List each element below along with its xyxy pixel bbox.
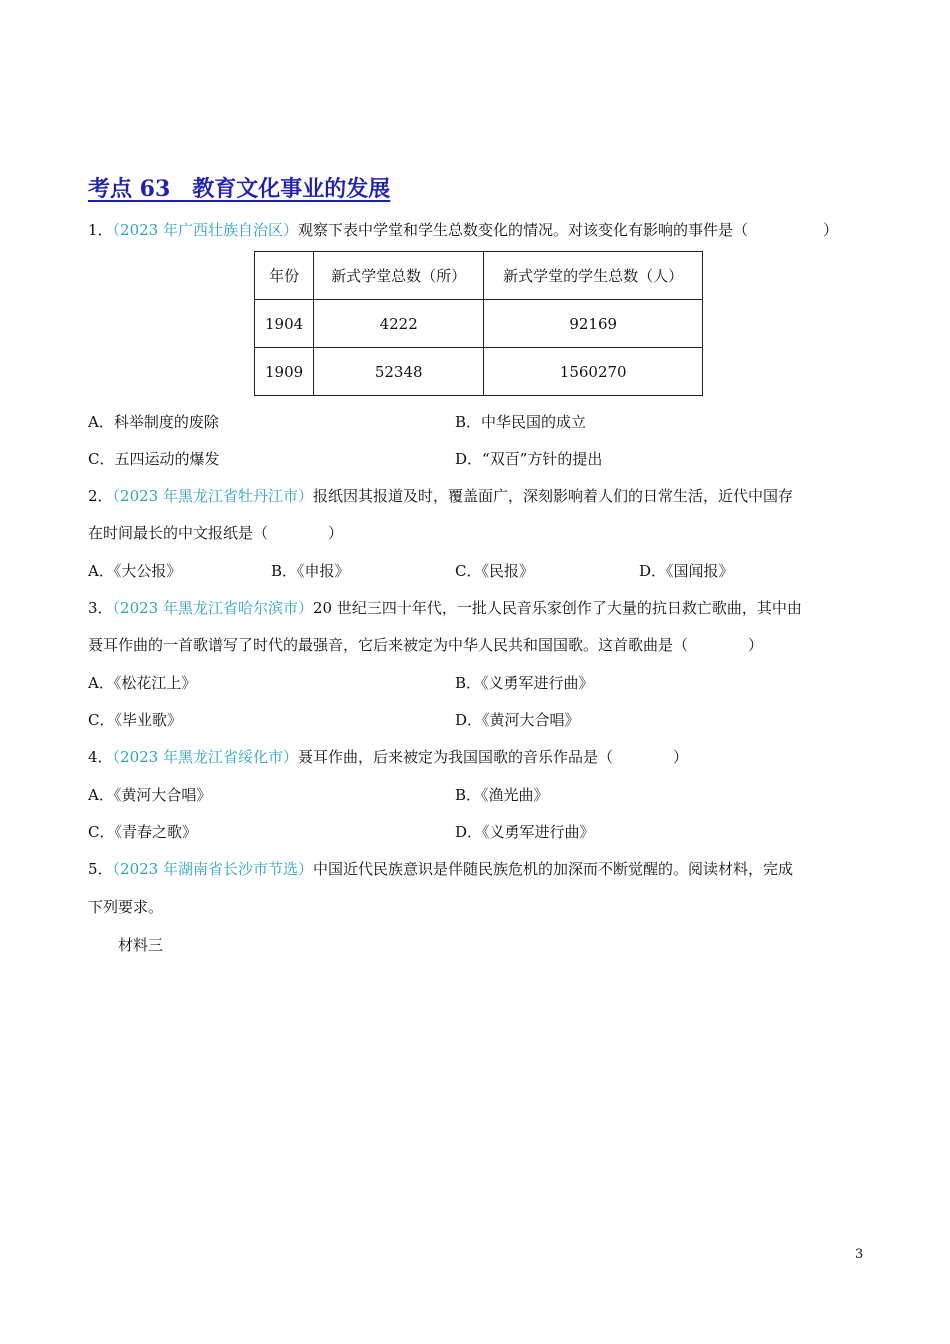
question-source: （2023 年黑龙江省绥化市） (112, 748, 298, 766)
question-5-stem (88, 858, 793, 880)
question-5-stem-cont: 下列要求。 (88, 898, 164, 916)
table-cell: 1904 (255, 300, 314, 348)
option-a: A．《松花江上》 (88, 674, 197, 692)
table-cell: 52348 (314, 348, 484, 396)
option-c: C．《毕业歌》 (88, 711, 182, 729)
table-row (255, 300, 703, 348)
question-text: 中国近代民族意识是伴随民族危机的加深而不断觉醒的。阅读材料，完成 (313, 860, 794, 878)
option-a: A．科举制度的废除 (88, 413, 219, 431)
table-header-cell: 新式学堂总数（所） (314, 252, 484, 300)
question-3-stem-cont: 聂耳作曲的一首歌谱写了时代的最强音，它后来被定为中华人民共和国国歌。这首歌曲是（ ） (88, 636, 764, 654)
question-text: 聂耳作曲，后来被定为我国国歌的音乐作品是（ ） (298, 748, 689, 766)
option-c: C．《青春之歌》 (88, 823, 197, 841)
option-b: B．《申报》 (271, 562, 350, 580)
question-4-stem (88, 746, 688, 768)
school-statistics-table (254, 251, 703, 396)
table-header-cell: 新式学堂的学生总数（人） (484, 252, 703, 300)
page-number: 3 (855, 1247, 864, 1262)
table-row (255, 348, 703, 396)
question-number: 3． (88, 599, 113, 617)
table-header-cell: 年份 (255, 252, 314, 300)
option-b: B．《义勇军进行曲》 (455, 674, 594, 692)
option-c: C．《民报》 (455, 562, 534, 580)
question-2-stem-cont: 在时间最长的中文报纸是（ ） (88, 524, 344, 542)
option-a: A．《黄河大合唱》 (88, 786, 212, 804)
table-cell: 1560270 (484, 348, 703, 396)
question-3-stem (88, 597, 802, 619)
option-c: C．五四运动的爆发 (88, 450, 220, 468)
question-source: （2023 年湖南省长沙市节选） (112, 860, 313, 878)
question-source: （2023 年黑龙江省牡丹江市） (112, 487, 313, 505)
option-d: D．《黄河大合唱》 (455, 711, 580, 729)
question-source: （2023 年广西壮族自治区） (112, 221, 298, 239)
table-cell: 1909 (255, 348, 314, 396)
material-label: 材料三 (118, 936, 164, 954)
table-header-row (255, 252, 703, 300)
table-cell: 4222 (314, 300, 484, 348)
question-number: 2． (88, 487, 113, 505)
question-text: 报纸因其报道及时，覆盖面广，深刻影响着人们的日常生活，近代中国存 (313, 487, 794, 505)
question-1-stem (88, 219, 838, 241)
question-number: 5． (88, 860, 113, 878)
option-b: B．《渔光曲》 (455, 786, 549, 804)
option-d: D．“双百”方针的提出 (455, 450, 603, 468)
question-number: 1． (88, 221, 113, 239)
question-text: 20 世纪三四十年代，一批人民音乐家创作了大量的抗日救亡歌曲，其中由 (313, 599, 802, 617)
question-text: 观察下表中学堂和学生总数变化的情况。对该变化有影响的事件是（ ） (298, 221, 839, 239)
option-b: B．中华民国的成立 (455, 413, 587, 431)
option-d: D．《义勇军进行曲》 (455, 823, 595, 841)
table-cell: 92169 (484, 300, 703, 348)
question-number: 4． (88, 748, 113, 766)
option-d: D．《国闻报》 (639, 562, 734, 580)
question-2-stem (88, 485, 793, 507)
section-title: 考点 63 教育文化事业的发展 (88, 176, 391, 202)
question-source: （2023 年黑龙江省哈尔滨市） (112, 599, 313, 617)
option-a: A．《大公报》 (88, 562, 182, 580)
